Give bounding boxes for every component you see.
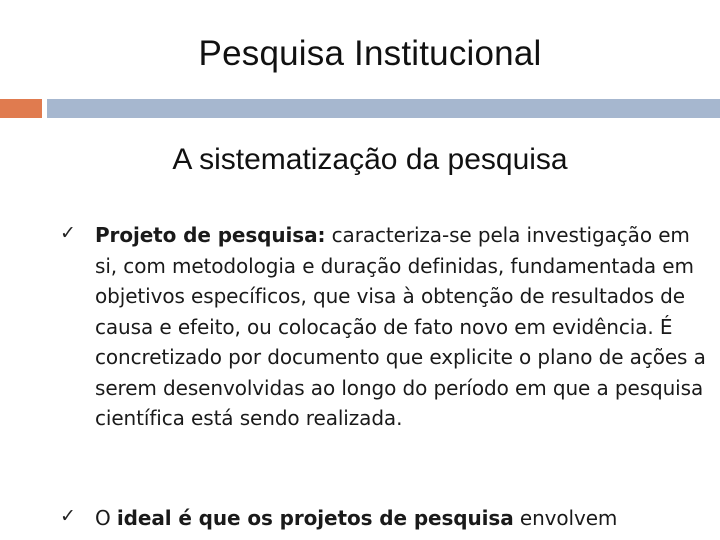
bullet-body: envolvem: [513, 506, 618, 530]
bullet-text: [95, 503, 710, 534]
bullet-bold-mid: ideal é que os projetos de pesquisa: [116, 506, 514, 530]
slide-title: Pesquisa Institucional: [198, 34, 542, 73]
bullet-body: caracteriza-se pela investigação em si, com metodologia e duração definidas, fundamentada em objetivos específicos, que visa à obtenção de resultados de causa e efeito, ou colocação de fato novo em evidência. É concretizado por documento que explicite o plano de ações a serem desenvolvidas ao longo do período em que a pesquisa científica está sendo realizada.: [95, 223, 706, 430]
checkmark-icon: ✓: [60, 505, 76, 527]
checkmark-icon: ✓: [60, 222, 76, 244]
accent-bar-blue: [47, 99, 720, 118]
bullet-bold-prefix: Projeto de pesquisa:: [95, 223, 326, 247]
slide-subtitle: A sistematização da pesquisa: [172, 143, 568, 176]
bullet-item: [60, 220, 710, 434]
bullet-lead: O: [95, 506, 117, 530]
accent-bar-orange: [0, 99, 42, 118]
bullet-text: [95, 220, 710, 434]
bullet-item: [60, 503, 710, 534]
